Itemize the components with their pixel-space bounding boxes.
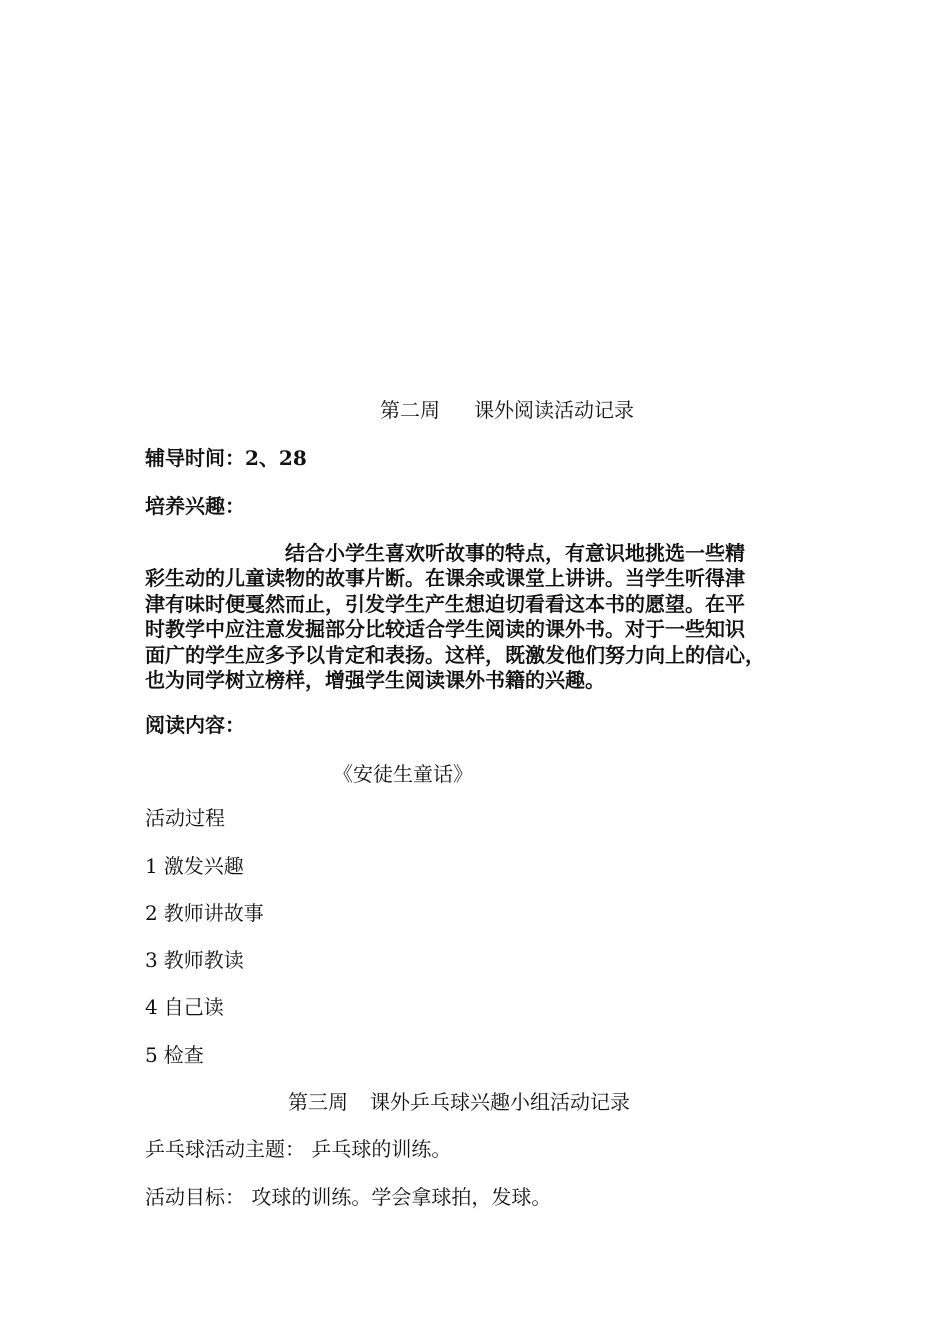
week2-title xyxy=(380,398,634,422)
paragraph-line: 时教学中应注意发掘部分比较适合学生阅读的课外书。对于一些知识 xyxy=(145,617,745,642)
paragraph-line: 也为同学树立榜样，增强学生阅读课外书籍的兴趣。 xyxy=(145,668,605,693)
step-number: 3 xyxy=(145,948,158,972)
step-number: 4 xyxy=(145,995,158,1019)
process-step xyxy=(145,901,264,925)
week2-paragraph xyxy=(145,541,825,693)
week2-title-name: 课外阅读活动记录 xyxy=(474,398,634,422)
week3-theme: 乒乓球活动主题： 乒乓球的训练。 xyxy=(145,1137,452,1161)
step-text: 教师教读 xyxy=(163,948,244,972)
week2-interest-label: 培养兴趣： xyxy=(145,494,245,518)
step-text: 检查 xyxy=(163,1043,204,1067)
step-number: 2 xyxy=(145,901,158,925)
paragraph-line: 彩生动的儿童读物的故事片断。在课余或课堂上讲讲。当学生听得津 xyxy=(145,566,745,591)
process-step xyxy=(145,854,244,878)
step-text: 激发兴趣 xyxy=(163,854,244,878)
week3-title-name: 课外乒乓球兴趣小组活动记录 xyxy=(370,1090,630,1114)
week3-title xyxy=(288,1090,630,1114)
paragraph-line: 结合小学生喜欢听故事的特点，有意识地挑选一些精 xyxy=(285,541,745,565)
process-step xyxy=(145,948,244,972)
step-number: 5 xyxy=(145,1043,158,1067)
week2-title-week: 第二周 xyxy=(380,398,440,422)
paragraph-line: 津有味时便戛然而止，引发学生产生想迫切看看这本书的愿望。在平 xyxy=(145,591,745,616)
week2-content-label: 阅读内容： xyxy=(145,713,245,737)
week2-process-label: 活动过程 xyxy=(145,806,225,830)
week3-goal: 活动目标： 攻球的训练。学会拿球拍，发球。 xyxy=(145,1185,552,1209)
week3-title-week: 第三周 xyxy=(288,1090,348,1114)
process-step xyxy=(145,1043,204,1067)
week2-book-title: 《安徒生童话》 xyxy=(333,762,473,786)
step-text: 教师讲故事 xyxy=(163,901,264,925)
week2-time: 辅导时间：2、28 xyxy=(145,446,307,470)
process-step xyxy=(145,995,224,1019)
step-number: 1 xyxy=(145,854,158,878)
step-text: 自己读 xyxy=(163,995,224,1019)
paragraph-line: 面广的学生应多予以肯定和表扬。这样，既激发他们努力向上的信心， xyxy=(145,642,765,667)
